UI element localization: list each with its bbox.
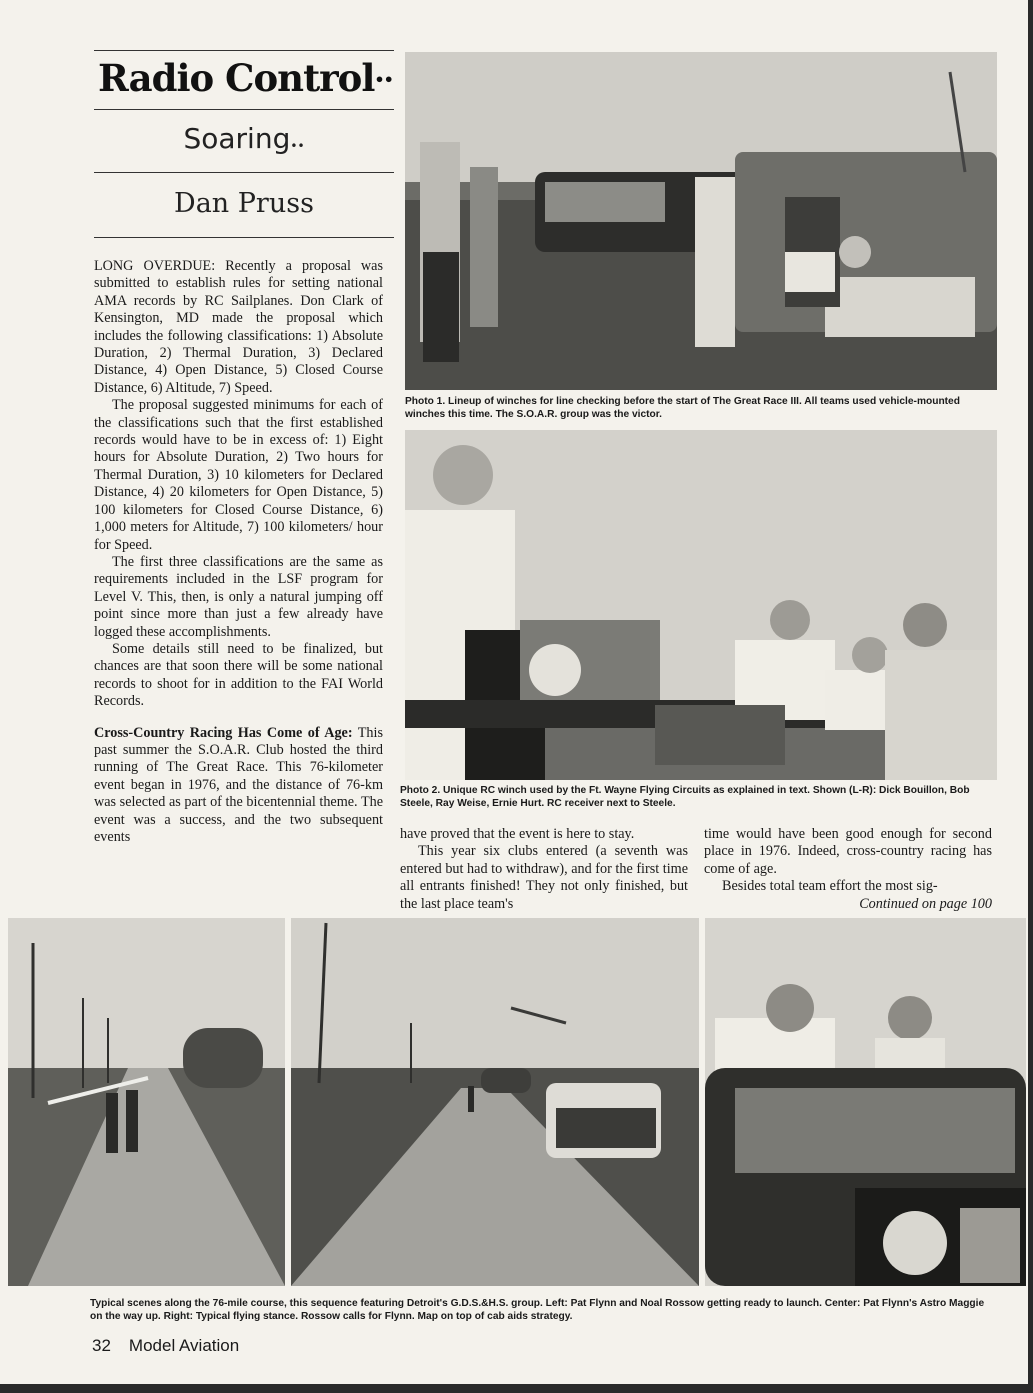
- article-middle-column: [400, 826, 688, 913]
- header-rule-top: [94, 50, 394, 51]
- photo-rc-winch-team: [405, 430, 997, 780]
- article-left-column: [94, 258, 383, 846]
- photo-launch-prep: [8, 918, 285, 1286]
- author-byline: Dan Pruss: [174, 188, 314, 219]
- article-paragraph: Some details still need to be finalized, but chances are that soon there will be some national records to shoot for in addition to the FAI World Records.: [94, 640, 383, 710]
- article-paragraph: Besides total team effort the most sig-: [722, 878, 938, 895]
- header-rule: [94, 109, 394, 110]
- photo-flying-stance: [705, 918, 1026, 1286]
- column-subtitle: Soaring••: [183, 122, 305, 155]
- article-paragraph: The proposal suggested minimums for each of the classifications such that the first established records would have to be in excess of: 1) Eight hours for Absolute Duration, 2) Two hours for Thermal Duration, 3) 10 kilometers for Declared Distance, 4) 20 kilometers for Open Distance, 5) 100 kilometers for Closed Course Distance, 6) 1,000 meters for Altitude, 7) 100 kilometers/ hour for Speed.: [94, 397, 383, 553]
- photo2-caption: Photo 2. Unique RC winch used by the Ft. Wayne Flying Circuits as explained in text. Shown (L-R): Dick Bouillon, Bob Steele, Ray Weise, Ernie Hurt. RC receiver next to Steele.: [400, 785, 970, 809]
- column-title: Radio Control••: [98, 56, 393, 100]
- page-number: 32: [92, 1336, 111, 1355]
- page-folio: [92, 1336, 257, 1356]
- article-right-column: [704, 826, 992, 913]
- magazine-name: Model Aviation: [128, 1336, 240, 1355]
- article-paragraph: time would have been good enough for second place in 1976. Indeed, cross-country racing has come of age.: [704, 826, 992, 877]
- photo1-caption: Photo 1. Lineup of winches for line checking before the start of The Great Race III. All teams used vehicle-mounted winches this time. The S.O.A.R. group was the victor.: [405, 396, 960, 420]
- header-rule-bottom: [94, 237, 394, 238]
- section-subhead: Cross-Country Racing Has Come of Age:: [94, 724, 353, 741]
- article-paragraph: have proved that the event is here to stay.: [400, 826, 635, 842]
- header-rule: [94, 172, 394, 173]
- article-paragraph: LONG OVERDUE: Recently a proposal was submitted to establish rules for setting national AMA records by RC Sailplanes. Don Clark of Kensington, MD made the proposal which includes the following classifications: 1) Absolute Duration, 2) Thermal Duration, 3) Declared Distance, 4) Open Distance, 5) Closed Course Distance, 6) Altitude, 7) Speed.: [94, 258, 383, 396]
- article-paragraph: Cross-Country Racing Has Come of Age: This past summer the S.O.A.R. Club hosted the third running of The Great Race. This 76-kilometer event began in 1976, and the distance of 76-km was selected as part of the bicentennial theme. The event was a success, and the two subsequent events: [94, 724, 383, 845]
- article-paragraph: This year six clubs entered (a seventh was entered but had to withdraw), and for the first time all entrants finished! They not only finished, but the last place team's: [400, 843, 688, 912]
- continued-note: Continued on page 100: [859, 895, 992, 912]
- article-paragraph: The first three classifications are the same as requirements included in the LSF program for Level V. This, then, is only a natural jumping off point since more than just a few already have logged these accomplishments.: [94, 553, 383, 640]
- bottom-photos-caption: Typical scenes along the 76-mile course, this sequence featuring Detroit's G.D.S.&H.S. group. Left: Pat Flynn and Noal Rossow getting ready to launch. Center: Pat Flynn's Astro Maggie on the way up. Right: Typical flying stance. Rossow calls for Flynn. Map on top of cab aids strategy.: [90, 1298, 985, 1322]
- photo-winch-lineup: [405, 52, 997, 390]
- photo-glider-launch: [291, 918, 699, 1286]
